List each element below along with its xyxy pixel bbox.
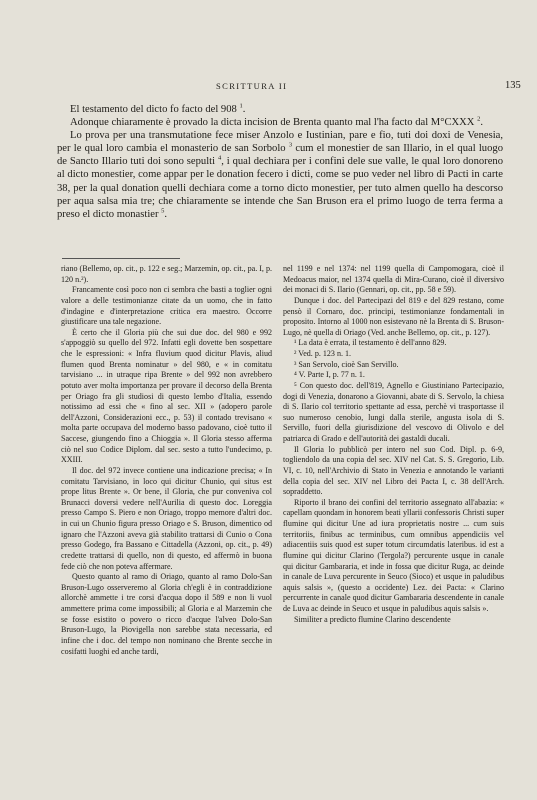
footnote-paragraph: Francamente così poco non ci sembra che basti a toglier ogni valore a delle testimonianze citate da un uomo, che in fatto d'indagine e d'interpretazione critica era maestro. Occorre giustificare una tale negazione.	[61, 285, 272, 327]
footnote-paragraph: riano (Bellemo, op. cit., p. 122 e seg.; Marzemin, op. cit., pa. I, p. 120 n.²).	[61, 264, 272, 284]
page-number: 135	[505, 80, 521, 91]
main-text-span: El testamento del dicto fo facto del 908	[70, 104, 237, 115]
footnote-paragraph: Dunque i doc. del Partecipazi del 819 e del 829 restano, come pensò il Cornaro, doc. principi, testimonianze fondamentali in proposito. Intorno al 1000 non esistevano nè la Brenta di S. Bruson-Lugo, nè quella di Oriago (Ved. anche Bellemo, op. cit., p. 127).	[283, 295, 504, 337]
page-header	[0, 81, 537, 95]
note-ref-2: 2	[477, 115, 481, 123]
footnote-paragraph: Similiter a predicto flumine Clarino descendente	[294, 614, 451, 624]
footnote-3: ³ San Servolo, cioè San Servillo.	[294, 359, 399, 369]
note-ref-3: 3	[288, 141, 293, 149]
footnote-paragraph: È certo che il Gloria più che sui due doc. del 980 e 992 s'appoggiò su quello del 972. Infatti egli dovette ben sospettare che le espressioni: « Infra fluvium quod dicitur Plavis, aliud flumen quod Brenta nominatur » del 980, e « in comitatu tarvisiano ... in utraque ripa Brente » del 992 non avrebbero potuto aver molta importanza per provare il decorso della Brenta per Oriago fra gli studiosi di questo lembo d'Italia, essendo notissimo ad essi che « fino al sec. XII » (adopero parole dell'Azzoni, Considerazioni ecc., p. 53) il contado trevisano « molta parte occupava del moderno basso padovano, cioè tutto il Saccese, giungendo fino a Chioggia ». Il Gloria stesso afferma ciò nel suo Codice Diplom. dal sec. sesto a tutto l'undecimo, p. XXIII.	[61, 327, 272, 465]
main-text-span: Adonque chiaramente è provado la dicta incision de Brenta quanto mal l'ha facto dal M°CXXX	[70, 117, 475, 129]
footnote-paragraph: Il Gloria lo pubblicò per intero nel suo Cod. Dipl. p. 6-9, togliendolo da una copia del sec. XIV nel Cat. S. S. Gregorio, Lib. VI, c. 10, nell'Archivio di Stato in Venezia e annotando le varianti della copia del sec. XIV nel Libro dei Pacta I, c. 38 dell'Arch. sopraddetto.	[283, 444, 504, 497]
note-ref-5: 5	[161, 207, 165, 215]
footnotes-left-column	[61, 264, 272, 657]
note-ref-1: 1	[239, 102, 243, 110]
footnote-separator	[62, 258, 180, 259]
note-ref-4: 4	[217, 154, 222, 162]
main-text-span: cum el monestier de san Illario, in el qual luogo de Sancto Illario tuti doi sono sepulti	[57, 143, 503, 168]
punctuation: .	[164, 208, 168, 220]
footnote-paragraph: Il doc. del 972 invece contiene una indicazione precisa; « In comitatu Tarvisiano, in loco qui dicitur Chunio, qui situs est prope litus Brente ». Or bene, il Gloria, che pur conveniva col Brunacci doversi vedere nell'Aurilia di questo doc. Loreggia presso Campo S. Piero e non Oriago, troppo memore d'altri doc. in cui un Chunio figura presso Oriago e S. Bruson, dimentico od ignaro che l'Azzoni aveva già stabilito trattarsi di Cunio o Cona presso Godego, fra Bassano e Cittadella (Azzoni, op. cit., p. 49) credette trattarsi di quello, non di questo, ed affermò in buona fede ciò che non poteva affermare.	[61, 465, 272, 571]
footnote-paragraph: nel 1199 e nel 1374: nel 1199 quella di Campomogara, cioè il Medoacus maior, nel 1374 quella di Mira-Curano, cioè il diversivo dei monaci di S. Ilario (Gennari, op. cit., pp. 58 e 59).	[283, 264, 504, 295]
footnote-paragraph: Riporto il brano dei confini del territorio assegnato all'abazia: « capellam quondam in honorem beati yllarii confessoris Christi super flumine qui dicitur Une ad iura proprietatis nostre ... cum suis territoriis, finibus ac terminibus, cum omnibus appendiciis vel adiacentiis suis quod est super totum circumdatis lateribus. id est a flumine qui dicitur Clarino (Tergola?) percurente usque in canale qui dicitur Gambararia, et inde in fossa que dicitur Ruga, ac deinde in canale de Luva percurente in Seuco (Sioco) et usque in paludibus aquis salsis », (questo a occidente) Lez. dei Pacta: « Clarino percurrente in canale quod dicitur Gambararia descendente in canale de Luva ac deinde in Seuco et usque in paludibus aquis salsis ».	[283, 497, 504, 613]
main-text-span: , i qual dechiara per i confini dele sue valle, le qual loro donoreno al dicto monestier, come appar per le donation fecero i dicti, come se puo veder nel libro di Pacti in carte 38, per la qual donation quelli dechiara come a torno dicto monestier, per tuto almen quello ha descorso per aqua salsa mia tre; che chiaramente se intende che San Bruson era el primo luogo de terra ferma a preso el dicto monastier	[57, 156, 503, 220]
main-text-span: Lo prova per una transmutatione fece miser Anzolo e Iustinian, pare e fio, tuti doi doxi de Venesia, per le qual loro cambia el monasterio de san Sorbolo	[57, 130, 503, 155]
footnotes-right-column	[283, 264, 504, 625]
footnote-4: ⁴ V. Parte I, p. 77 n. 1.	[294, 370, 365, 380]
main-paragraph-2	[57, 116, 503, 129]
punctuation: .	[480, 117, 484, 129]
running-title: SCRITTURA II	[216, 81, 288, 91]
footnote-paragraph: Questo quanto al ramo di Oriago, quanto al ramo Dolo-San Bruson-Lugo osserveremo al Gloria ch'egli è in contraddizione allorchè ammette i tre corsi d'acqua dopo il 589 e non li vuol ammettere prima come impossibili; al Gloria e al Marzemin che se fosse esistito o povero o ricco d'acque l'alveo Dolo-San Bruson-Lugo, la Piovigella non sarebbe stata necessaria, ed infine che i doc. del tempo non nominano che Brente secche in cosifatti luoghi ed anche tardi,	[61, 572, 272, 656]
main-paragraph-1	[57, 103, 503, 116]
footnote-5: ⁵ Con questo doc. dell'819, Agnello e Giustiniano Partecipazio, dogi di Venezia, donarono a Giovanni, abate di S. Servolo, la chiesa di S. Ilario col territorio spettante ad essa, perchè vi trasportasse il suo numeroso cenobio, lungi dalla sterile, angusta isola di S. Servillo, fuori della giurisdizione del vescovo di Olivolo e del patriarca di Grado e dell'autorità dei gastaldi ducali.	[283, 380, 504, 443]
footnote-1: ¹ La data è errata, il testamento è dell'anno 829.	[294, 338, 447, 348]
punctuation: .	[242, 104, 246, 115]
main-paragraph-3	[57, 129, 503, 221]
footnote-2: ² Ved. p. 123 n. 1.	[294, 349, 352, 358]
main-text	[57, 103, 503, 221]
